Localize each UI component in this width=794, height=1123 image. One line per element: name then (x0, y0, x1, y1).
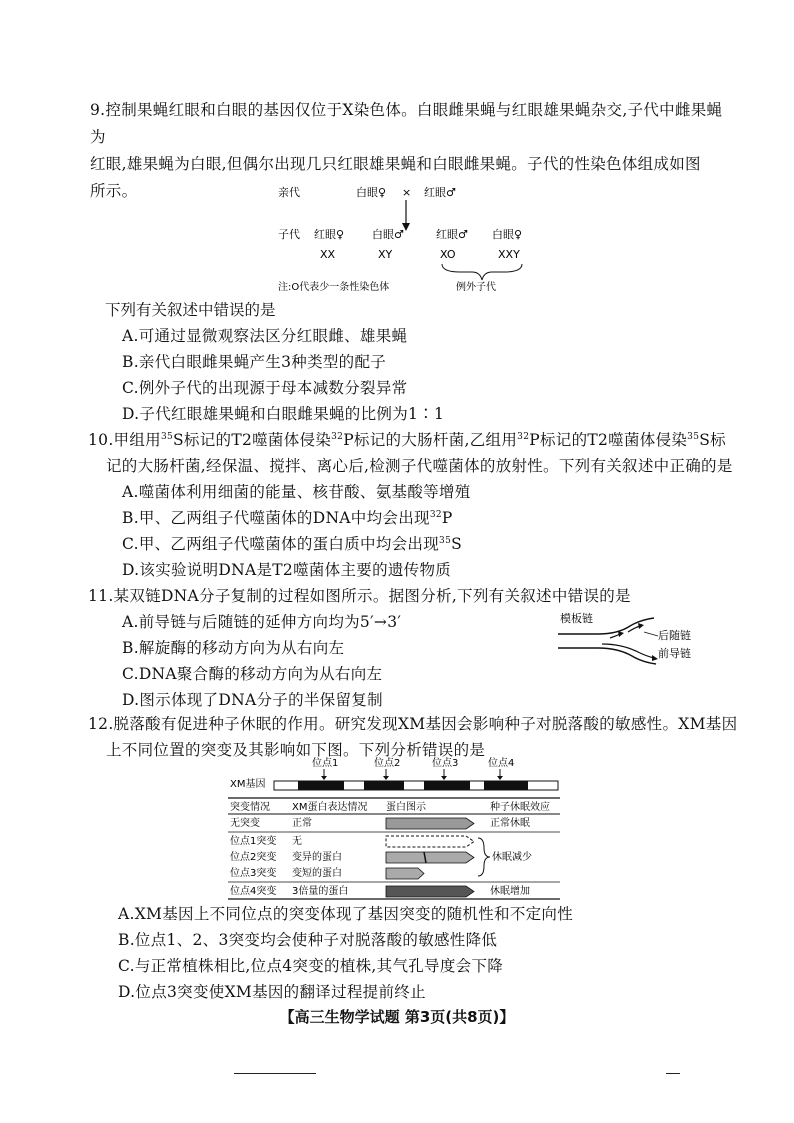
q9-cross-diagram (270, 180, 570, 298)
q12-row-3-mutation: 位点2突变 (230, 852, 277, 863)
q11-okazaki-1-arrow (618, 631, 624, 637)
q9-lead: 下列有关叙述中错误的是 (105, 301, 276, 319)
q9-option-a: A.可通过显微观察法区分红眼雌、雄果蝇 (122, 327, 408, 345)
q12-row-5-effect: 休眠增加 (490, 886, 530, 897)
q9-child-1-genotype: XX (320, 248, 336, 261)
q9-child-4-genotype: XXY (498, 248, 520, 261)
q11-okazaki-2-arrow (638, 623, 644, 629)
q11-option-b: B.解旋酶的移动方向为从右向左 (122, 639, 345, 657)
q10-option-b-iso: 32 (429, 510, 442, 520)
q9-child-1-phenotype: 红眼♀ (314, 228, 345, 241)
q12-row-2-mutation: 位点1突变 (230, 836, 277, 847)
q10-option-d: D.该实验说明DNA是T2噬菌体主要的遗传物质 (122, 561, 452, 579)
q9-exception-label: 例外子代 (456, 282, 496, 293)
q12-row-4-mutation: 位点3突变 (230, 868, 277, 879)
q11-option-d: D.图示体现了DNA分子的半保留复制 (122, 691, 383, 709)
q12-line-2: 上不同位置的突变及其影响如下图。下列分析错误的是 (106, 741, 486, 759)
q10-option-c-iso: 35 (439, 536, 452, 546)
q10-option-c-text: C.甲、乙两组子代噬菌体的蛋白质中均会出现 (122, 535, 440, 553)
q9-child-label: 子代 (278, 228, 300, 241)
q9-child-2-genotype: XY (378, 248, 393, 261)
q12-row-3-protein (386, 852, 474, 863)
q12-option-d: D.位点3突变使XM基因的翻译过程提前终止 (118, 983, 426, 1001)
q12-xm-gene-figure (228, 754, 562, 900)
q9-cross-symbol: × (402, 186, 412, 199)
q12-row-1-effect: 正常休眠 (490, 818, 530, 829)
q10-line-2: 记的大肠杆菌,经保温、搅拌、离心后,检测子代噬菌体的放射性。下列有关叙述中正确的是 (106, 457, 733, 475)
q11-option-c: C.DNA聚合酶的移动方向为从右向左 (122, 665, 383, 683)
q10-iso-32a: 32 (331, 432, 344, 442)
q11-okazaki-1 (610, 634, 620, 638)
q11-option-a: A.前导链与后随链的延伸方向均为5′→3′ (122, 613, 402, 631)
q12-header-protein: 蛋白图示 (386, 802, 426, 813)
q12-site-arrows (324, 769, 500, 778)
q12-reduced-brace (478, 838, 490, 876)
q11-template-strand-bottom (558, 648, 656, 664)
q10-iso-35a: 35 (160, 432, 174, 442)
q12-row-1-protein (386, 818, 474, 829)
q10-option-b-element: P (441, 509, 453, 527)
q12-row-1-expression: 正常 (292, 818, 312, 829)
q12-row-5-protein (386, 886, 474, 897)
q9-child-2-phenotype: 白眼♂ (372, 228, 404, 241)
q11-leading-strand (602, 644, 654, 658)
q12-row-1-mutation: 无突变 (230, 818, 260, 829)
q12-row-2-protein (386, 836, 474, 847)
q10-option-b (122, 505, 453, 532)
q9-child-3-genotype: XO (440, 248, 456, 261)
q10-text-c: P标记的大肠杆菌,乙组用 (343, 431, 518, 449)
q9-line-2: 红眼,雄果蝇为白眼,但偶尔出现几只红眼雄果蝇和白眼雌果蝇。子代的性染色体组成如图 (90, 155, 701, 173)
q11-leading-label: 前导链 (658, 647, 691, 660)
q12-row-3-expression: 变异的蛋白 (292, 852, 342, 863)
q12-site-arrowheads (321, 776, 503, 780)
q12-row-4-protein (386, 868, 424, 879)
q9-note: 注:O代表少一条性染色体 (278, 282, 390, 293)
q12-row-5-expression: 3倍量的蛋白 (292, 886, 349, 897)
q11-line-1: 11.某双链DNA分子复制的过程如图所示。据图分析,下列有关叙述中错误的是 (88, 587, 631, 605)
q12-site-2-label: 位点2 (374, 758, 401, 769)
q10-option-b-text: B.甲、乙两组子代噬菌体的DNA中均会出现 (122, 509, 430, 527)
q11-replication-fork-diagram (558, 610, 708, 670)
q12-option-b: B.位点1、2、3突变均会使种子对脱落酸的敏感性降低 (118, 931, 498, 949)
q12-site-1-label: 位点1 (312, 758, 339, 769)
q9-male-parent: 红眼♂ (424, 186, 456, 199)
footer-rule-right (666, 1073, 680, 1074)
q9-parent-label: 亲代 (278, 186, 300, 199)
q12-header-expression: XM蛋白表达情况 (292, 802, 368, 813)
q12-option-c: C.与正常植株相比,位点4突变的植株,其气孔导度会下降 (118, 957, 504, 975)
q9-option-d: D.子代红眼雄果蝇和白眼雌果蝇的比例为1∶1 (122, 405, 445, 423)
footer-rule-left (234, 1073, 316, 1074)
q12-line-1: 12.脱落酸有促进种子休眠的作用。研究发现XM基因会影响种子对脱落酸的敏感性。XM基因 (88, 715, 738, 733)
q10-text-d: P标记的T2噬菌体侵染 (529, 431, 688, 449)
q10-text-a: 10.甲组用 (88, 431, 161, 449)
q10-text-b: S标记的T2噬菌体侵染 (173, 431, 332, 449)
q12-gene-label: XM基因 (230, 779, 266, 790)
q10-iso-32b: 32 (517, 432, 530, 442)
q9-option-c: C.例外子代的出现源于母本减数分裂异常 (122, 379, 408, 397)
q12-site-4-label: 位点4 (488, 758, 515, 769)
q11-lagging-label: 后随链 (658, 629, 691, 642)
q9-line-3: 所示。 (90, 182, 138, 200)
q10-option-c-element: S (451, 535, 463, 553)
q12-row-5-mutation: 位点4突变 (230, 886, 277, 897)
q11-lagging-pointer (644, 632, 658, 636)
q10-option-c (122, 531, 462, 558)
page-footer: 【高三生物学试题 第3页(共8页)】 (279, 1008, 515, 1026)
q10-text-e: S标 (699, 431, 726, 449)
q10-line-1 (88, 427, 738, 454)
q9-option-b: B.亲代白眼雌果蝇产生3种类型的配子 (122, 353, 387, 371)
q9-child-3-phenotype: 红眼♂ (436, 228, 468, 241)
q12-header-effect: 种子休眠效应 (490, 802, 550, 813)
q11-template-label: 模板链 (560, 612, 593, 625)
q12-site-3-label: 位点3 (432, 758, 459, 769)
q9-female-parent: 白眼♀ (356, 186, 387, 199)
q12-row-4-expression: 变短的蛋白 (292, 868, 342, 879)
q9-exception-brace (442, 264, 522, 280)
q9-line-1: 9.控制果蝇红眼和白眼的基因仅位于X染色体。白眼雌果蝇与红眼雄果蝇杂交,子代中雌果蝇为 (90, 101, 723, 146)
q12-option-a: A.XM基因上不同位点的突变体现了基因突变的随机性和不定向性 (118, 905, 574, 923)
q9-child-4-phenotype: 白眼♀ (492, 228, 523, 241)
q10-iso-35b: 35 (687, 432, 700, 442)
q12-row-2-expression: 无 (292, 836, 302, 847)
q12-row-3-effect: 休眠减少 (492, 852, 532, 863)
q10-option-a: A.噬菌体利用细菌的能量、核苷酸、氨基酸等增殖 (122, 483, 471, 501)
q12-header-mutation: 突变情况 (230, 802, 270, 813)
